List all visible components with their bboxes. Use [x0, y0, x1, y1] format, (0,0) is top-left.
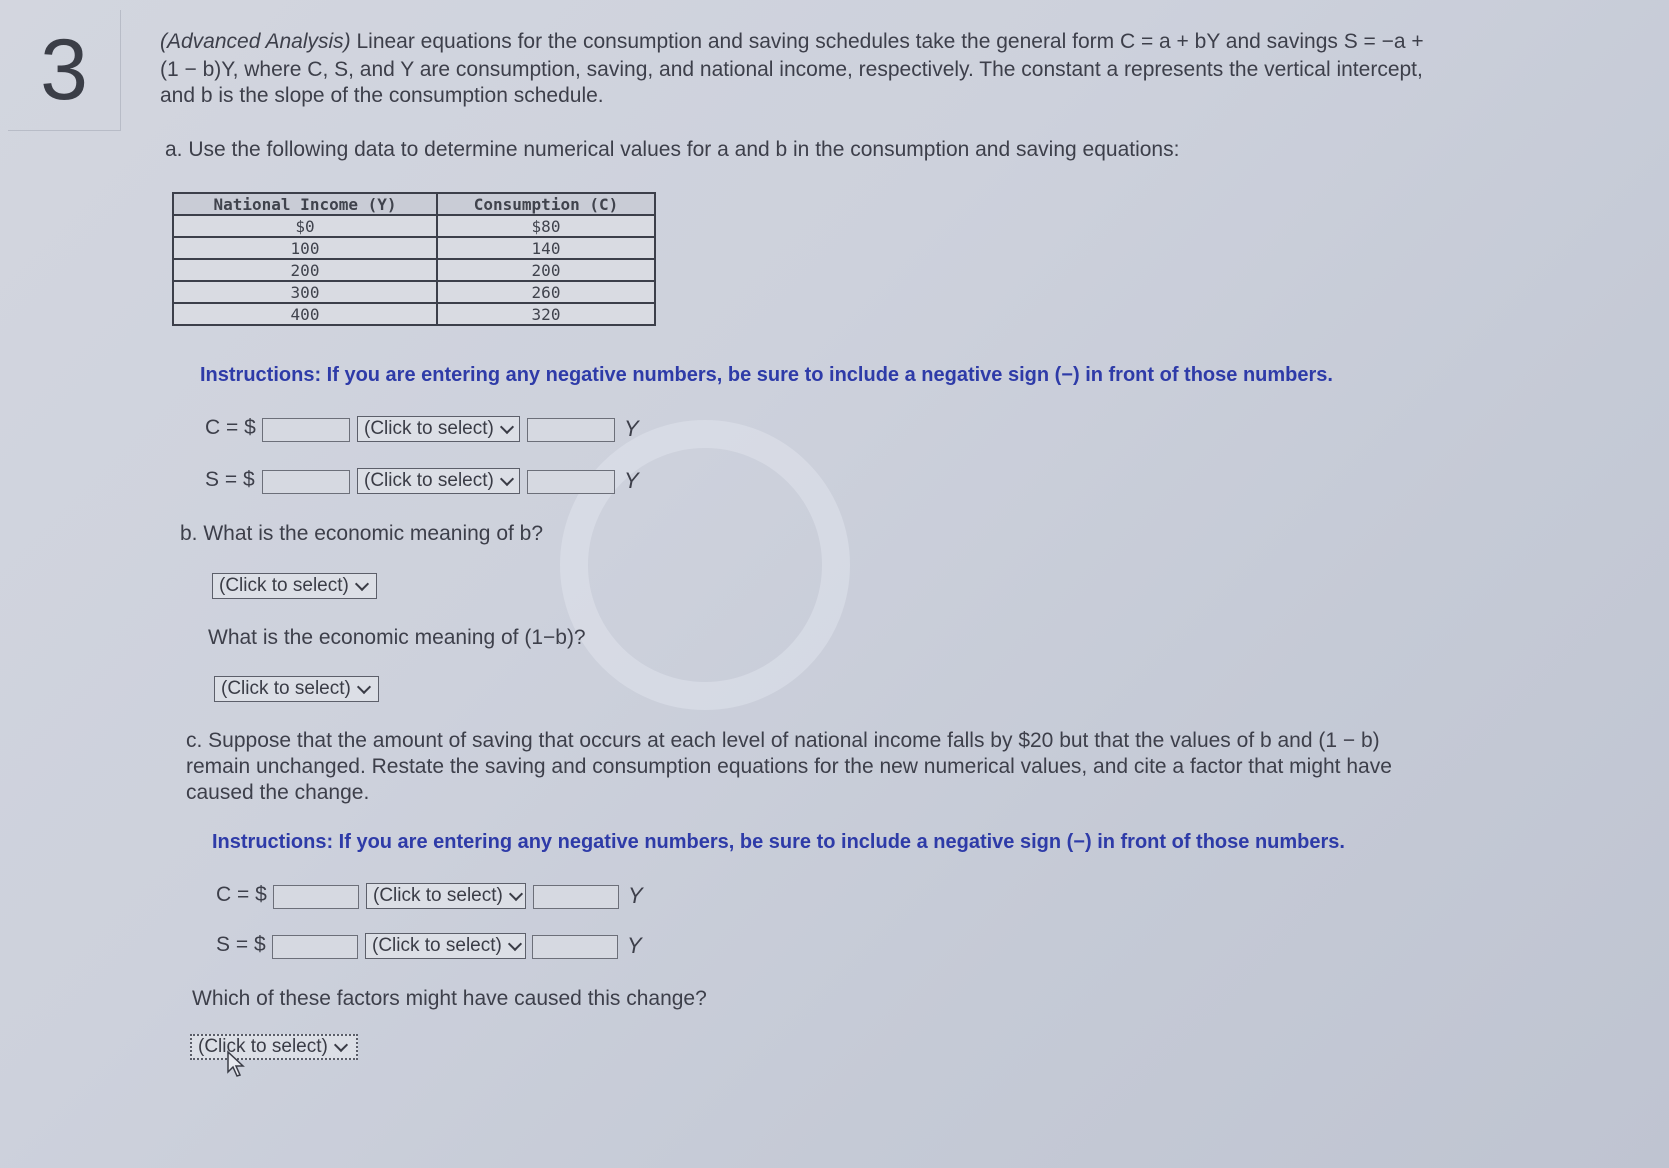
y-label: Y	[624, 468, 639, 493]
c-slope-input-c[interactable]	[533, 885, 619, 909]
table-row	[173, 215, 655, 237]
cell-income: 400	[173, 303, 437, 325]
factor-select[interactable]	[190, 1034, 358, 1060]
part-c-line-3: caused the change.	[186, 781, 370, 804]
select-label: (Click to select)	[373, 885, 503, 906]
table-row	[173, 303, 655, 325]
c-intercept-input-a[interactable]	[262, 418, 350, 442]
question-number: 3	[8, 10, 121, 131]
chevron-down-icon	[500, 471, 514, 485]
select-label: (Click to select)	[198, 1036, 328, 1057]
chevron-down-icon	[508, 936, 522, 950]
table-row	[173, 259, 655, 281]
s-equation-label: S = $	[205, 468, 255, 491]
meaning-of-b-select[interactable]	[212, 573, 377, 599]
s-intercept-input-a[interactable]	[262, 470, 350, 494]
cell-consumption: 320	[437, 303, 655, 325]
part-a-prompt: a. Use the following data to determine numerical values for a and b in the consumption and saving equations:	[165, 138, 1180, 161]
s-intercept-input-c[interactable]	[272, 935, 358, 959]
chevron-down-icon	[355, 576, 369, 590]
advanced-analysis-tag: (Advanced Analysis)	[160, 30, 351, 53]
header-consumption: Consumption (C)	[437, 193, 655, 215]
cell-consumption: 140	[437, 237, 655, 259]
cell-consumption: 260	[437, 281, 655, 303]
select-label: (Click to select)	[364, 418, 494, 439]
s-equation-label: S = $	[216, 933, 266, 956]
intro-line-1-text: Linear equations for the consumption and saving schedules take the general form C = a + bY and savings S = −a +	[350, 30, 1424, 53]
chevron-down-icon	[334, 1037, 348, 1051]
cell-income: 100	[173, 237, 437, 259]
select-label: (Click to select)	[221, 678, 351, 699]
select-label: (Click to select)	[364, 470, 494, 491]
part-b-question-1: b. What is the economic meaning of b?	[180, 522, 544, 545]
meaning-of-1-minus-b-select[interactable]	[214, 676, 379, 702]
c-sign-select-a[interactable]	[357, 416, 520, 442]
factor-question: Which of these factors might have caused this change?	[192, 987, 707, 1010]
mouse-cursor-icon	[226, 1050, 248, 1080]
c-intercept-input-c[interactable]	[273, 885, 359, 909]
cell-consumption: 200	[437, 259, 655, 281]
income-consumption-table	[172, 192, 656, 326]
cell-consumption: $80	[437, 215, 655, 237]
header-national-income: National Income (Y)	[173, 193, 437, 215]
s-slope-input-c[interactable]	[532, 935, 618, 959]
chevron-down-icon	[500, 419, 514, 433]
y-label: Y	[624, 416, 639, 441]
c-slope-input-a[interactable]	[527, 418, 615, 442]
intro-line-1	[160, 28, 1640, 55]
part-c-line-1: c. Suppose that the amount of saving that occurs at each level of national income falls by $20 but that the values of b and (1 − b)	[186, 729, 1380, 752]
select-label: (Click to select)	[219, 575, 349, 596]
cell-income: $0	[173, 215, 437, 237]
c-sign-select-c[interactable]	[366, 883, 526, 909]
s-sign-select-c[interactable]	[365, 933, 526, 959]
intro-line-3: and b is the slope of the consumption schedule.	[160, 84, 604, 107]
y-label: Y	[627, 933, 642, 958]
s-slope-input-a[interactable]	[527, 470, 615, 494]
y-label: Y	[628, 883, 643, 908]
select-label: (Click to select)	[372, 935, 502, 956]
table-row	[173, 281, 655, 303]
part-c-line-2: remain unchanged. Restate the saving and consumption equations for the new numerical values, and cite a factor that might have	[186, 755, 1392, 778]
part-b-question-2: What is the economic meaning of (1−b)?	[208, 626, 586, 649]
s-sign-select-a[interactable]	[357, 468, 520, 494]
cell-income: 300	[173, 281, 437, 303]
screen-glare	[560, 420, 850, 710]
table-header-row	[173, 193, 655, 215]
c-equation-label: C = $	[205, 416, 256, 439]
instructions-a: Instructions: If you are entering any negative numbers, be sure to include a negative sign (−) in front of those numbers.	[200, 364, 1333, 386]
instructions-c: Instructions: If you are entering any negative numbers, be sure to include a negative sign (−) in front of those numbers.	[212, 831, 1345, 853]
c-equation-label: C = $	[216, 883, 267, 906]
cell-income: 200	[173, 259, 437, 281]
intro-line-2: (1 − b)Y, where C, S, and Y are consumption, saving, and national income, respectively. The constant a represents the vertical intercept,	[160, 58, 1423, 81]
chevron-down-icon	[357, 679, 371, 693]
table-row	[173, 237, 655, 259]
chevron-down-icon	[509, 886, 523, 900]
